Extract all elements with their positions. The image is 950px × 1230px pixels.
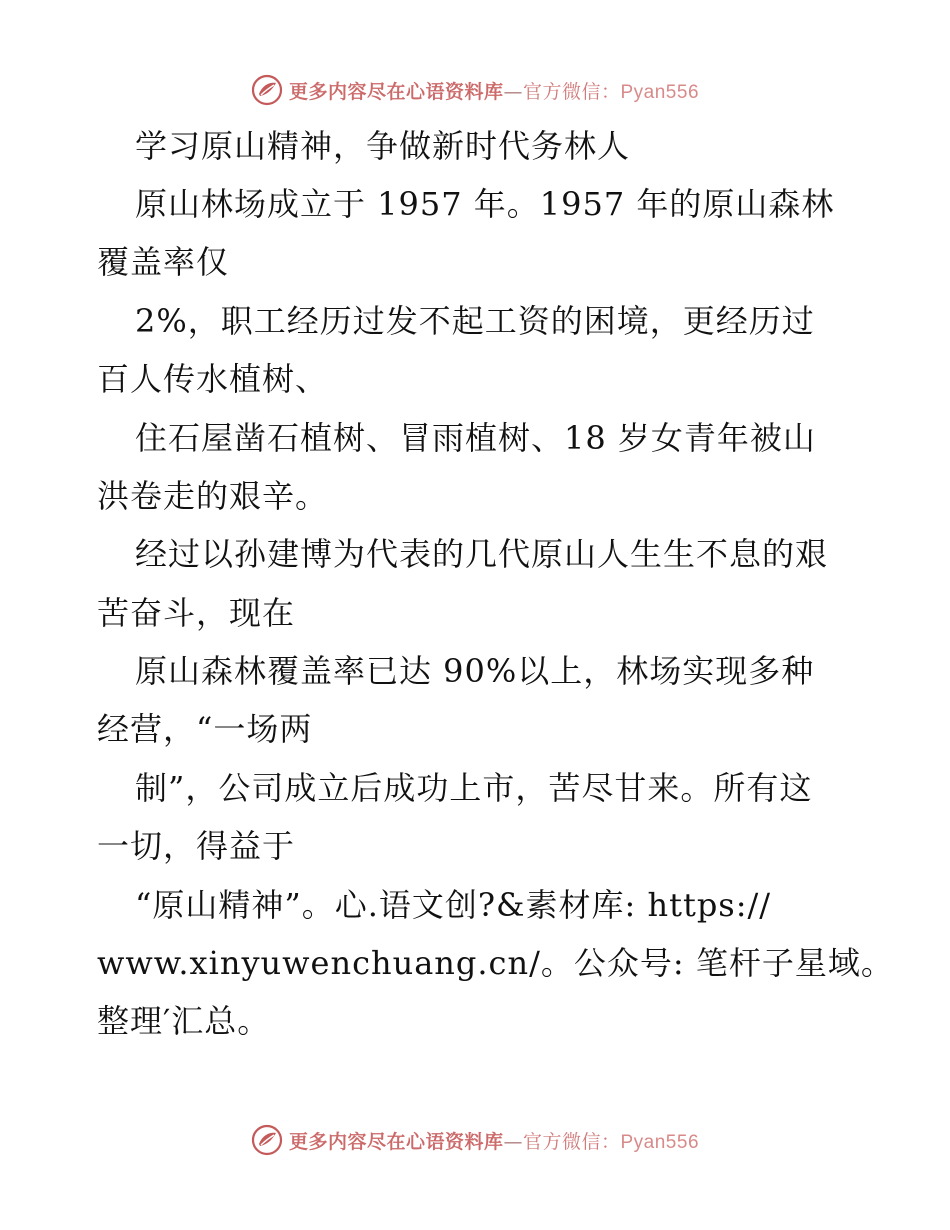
paragraph-line: 原山森林覆盖率已达 90%以上，林场实现多种 (135, 652, 815, 690)
paragraph-line: 经营，“一场两 (97, 710, 313, 748)
banner-wechat-id: Pyan556 (620, 81, 700, 103)
document-title: 学习原山精神，争做新时代务林人 (135, 127, 631, 165)
paragraph-line: 整理′汇总。 (97, 1002, 271, 1040)
paragraph-line: www.xinyuwenchuang.cn/。公众号: 笔杆子星域。 (97, 944, 894, 982)
banner-main-text: 更多内容尽在心语资料库 (288, 1130, 504, 1153)
paragraph-line: 经过以孙建博为代表的几代原山人生生不息的艰 (135, 535, 829, 573)
paragraph-line: “原山精神”。心.语文创?&素材库: https:// (135, 886, 772, 924)
banner-wechat-label: 官方微信： (522, 80, 621, 103)
paragraph-line: 制”，公司成立后成功上市，苦尽甘来。所有这 (135, 769, 813, 807)
banner-separator: — (503, 1130, 523, 1153)
banner-wechat-id: Pyan556 (620, 1131, 700, 1153)
paragraph-line: 洪卷走的艰辛。 (97, 477, 329, 515)
paragraph-line: 百人传水植树、 (97, 360, 329, 398)
banner-text (289, 77, 699, 104)
paragraph-line: 住石屋凿石植树、冒雨植树、18 岁女青年被山 (135, 419, 816, 457)
banner-separator: — (503, 80, 523, 103)
banner-text (289, 1127, 699, 1154)
banner-main-text: 更多内容尽在心语资料库 (288, 80, 504, 103)
paragraph-line: 覆盖率仅 (97, 243, 230, 281)
paragraph-line: 原山林场成立于 1957 年。1957 年的原山森林 (135, 185, 835, 223)
banner-wechat-label: 官方微信： (522, 1130, 621, 1153)
leaf-swirl-logo-icon (251, 74, 283, 106)
header-banner (0, 70, 950, 110)
footer-banner (0, 1120, 950, 1160)
leaf-swirl-logo-icon (251, 1124, 283, 1156)
paragraph-line: 苦奋斗，现在 (97, 594, 296, 632)
paragraph-line: 2%，职工经历过发不起工资的困境，更经历过 (135, 302, 815, 340)
paragraph-line: 一切，得益于 (97, 827, 296, 865)
